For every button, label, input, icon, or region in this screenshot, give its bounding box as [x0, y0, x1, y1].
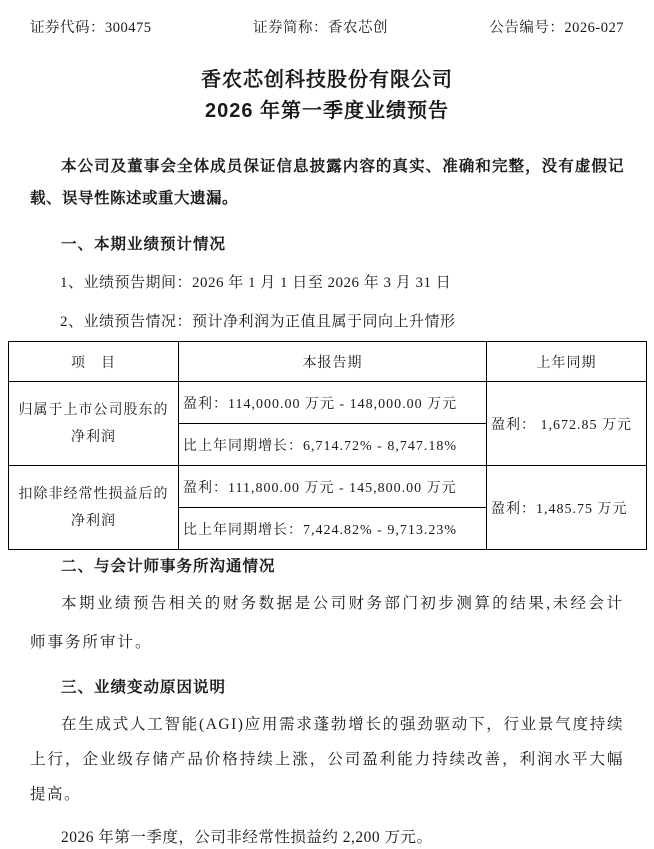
stock-code: 证券代码：300475 [30, 20, 152, 36]
table-header-row [9, 342, 647, 382]
results-table [8, 341, 647, 550]
company-name: 香农芯创科技股份有限公司 [201, 69, 453, 91]
disclaimer-paragraph: 本公司及董事会全体成员保证信息披露内容的真实、准确和完整，没有虚假记载、误导性陈述或重大遗漏。 [30, 158, 624, 207]
net-profit-growth: 比上年同期增长：6,714.72% - 8,747.18% [179, 424, 487, 466]
net-profit-range: 盈利：114,000.00 万元 - 148,000.00 万元 [179, 382, 487, 424]
audit-note-paragraph: 本期业绩预告相关的财务数据是公司财务部门初步测算的结果,未经会计师事务所审计。 [30, 595, 624, 651]
deducted-profit-label: 扣除非经常性损益后的净利润 [9, 466, 179, 550]
report-subject: 2026 年第一季度业绩预告 [204, 100, 450, 122]
table-row [9, 382, 647, 424]
table-row [9, 466, 647, 508]
deducted-profit-range: 盈利：111,800.00 万元 - 145,800.00 万元 [179, 466, 487, 508]
stock-name: 证券简称：香农芯创 [252, 20, 388, 36]
net-profit-prior-year: 盈利： 1,672.85 万元 [487, 382, 647, 466]
column-header-prior-year: 上年同期 [487, 342, 647, 382]
top-bar [30, 0, 624, 37]
section-2-heading: 二、与会计师事务所沟通情况 [61, 558, 276, 575]
section-3-heading: 三、业绩变动原因说明 [61, 678, 227, 696]
performance-reason-paragraph: 在生成式人工智能(AGI)应用需求蓬勃增长的强劲驱动下，行业景气度持续上行，企业级存储产品价格持续上涨，公司盈利能力持续改善，利润水平大幅提高。 [30, 715, 624, 803]
deducted-profit-growth: 比上年同期增长：7,424.82% - 9,713.23% [179, 508, 487, 550]
section-1-heading: 一、本期业绩预计情况 [61, 236, 227, 253]
document-title [30, 65, 624, 127]
non-recurring-gains-note: 2026 年第一季度，公司非经常性损益约 2,200 万元。 [61, 829, 433, 846]
column-header-current-period: 本报告期 [179, 342, 487, 382]
net-profit-label: 归属于上市公司股东的净利润 [9, 382, 179, 466]
deducted-profit-prior-year: 盈利：1,485.75 万元 [487, 466, 647, 550]
forecast-period: 1、业绩预告期间：2026 年 1 月 1 日至 2026 年 3 月 31 日 [60, 275, 452, 291]
column-header-item: 项 目 [9, 342, 179, 382]
forecast-situation: 2、业绩预告情况：预计净利润为正值且属于同向上升情形 [60, 314, 456, 330]
announcement-number: 公告编号：2026-027 [489, 20, 624, 36]
